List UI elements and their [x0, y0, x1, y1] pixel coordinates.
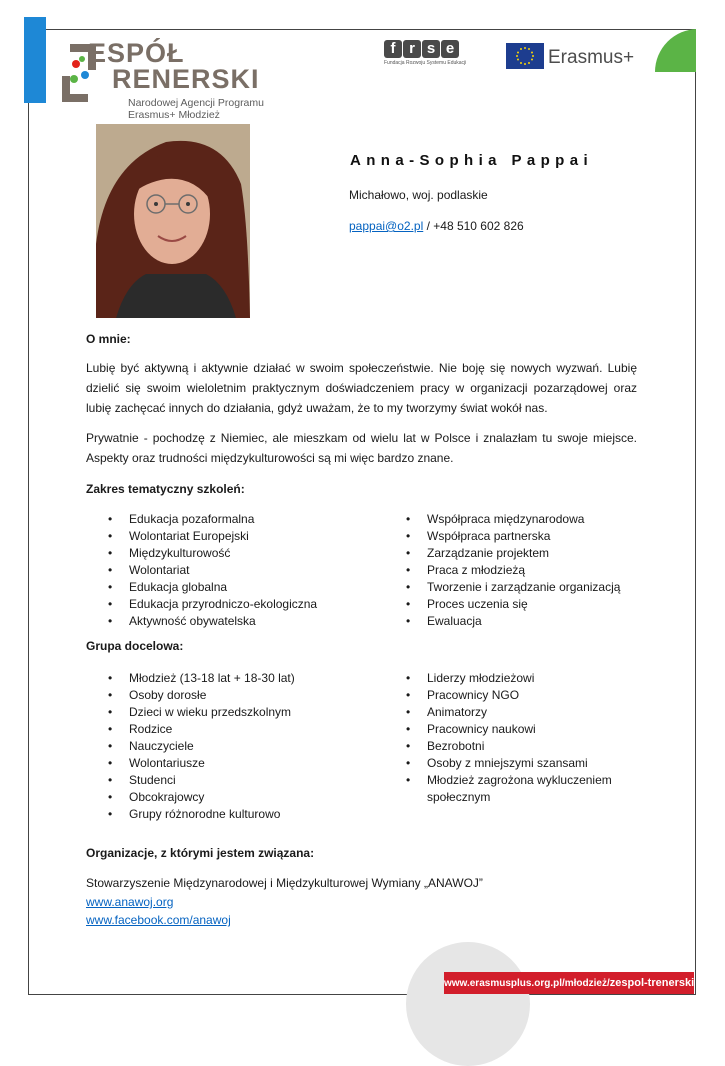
- list-item: • Edukacja przyrodniczo-ekologiczna: [108, 596, 317, 613]
- list-item: • Animatorzy: [406, 704, 636, 721]
- contact-line: [349, 219, 524, 233]
- list-item: • Wolontariat Europejski: [108, 528, 317, 545]
- frse-letter: f: [384, 40, 402, 58]
- topics-list-right: [406, 511, 620, 630]
- list-item: • Grupy różnorodne kulturowo: [108, 806, 295, 823]
- list-item: • Osoby dorosłe: [108, 687, 295, 704]
- about-heading: O mnie:: [86, 332, 131, 346]
- footer-url-suffix: zespol-trenerski: [609, 977, 695, 989]
- topics-list-left: [108, 511, 317, 630]
- blue-accent-bar: [24, 17, 46, 103]
- list-item: • Młodzież (13-18 lat + 18-30 lat): [108, 670, 295, 687]
- list-item: • Tworzenie i zarządzanie organizacją: [406, 579, 620, 596]
- frse-logo: [384, 40, 468, 70]
- logo-subtitle: [128, 97, 264, 121]
- logo-subtitle-line-1: Narodowej Agencji Programu: [128, 97, 264, 109]
- list-item: • Edukacja pozaformalna: [108, 511, 317, 528]
- frse-letter: e: [441, 40, 459, 58]
- list-item: • Pracownicy NGO: [406, 687, 636, 704]
- footer-url-prefix: www.erasmusplus.org.pl/młodzież/: [444, 978, 610, 989]
- organization-link-row: [86, 910, 231, 930]
- frse-letter: r: [403, 40, 421, 58]
- list-item: • Praca z młodzieżą: [406, 562, 620, 579]
- organizations-heading: Organizacje, z którymi jestem związana:: [86, 846, 315, 860]
- logo-subtitle-line-2: Erasmus+ Młodzież: [128, 109, 220, 121]
- list-item: • Współpraca międzynarodowa: [406, 511, 620, 528]
- profile-photo: [96, 124, 250, 318]
- list-item: • Aktywność obywatelska: [108, 613, 317, 630]
- list-item: • Współpraca partnerska: [406, 528, 620, 545]
- contact-separator: /: [423, 219, 434, 233]
- anawoj-facebook-link[interactable]: www.facebook.com/anawoj: [86, 913, 231, 927]
- list-item: • Proces uczenia się: [406, 596, 620, 613]
- list-item: • Dzieci w wieku przedszkolnym: [108, 704, 295, 721]
- target-list-right: [406, 670, 636, 806]
- list-item: • Zarządzanie projektem: [406, 545, 620, 562]
- frse-letter: s: [422, 40, 440, 58]
- zespol-trenerski-logo: [60, 38, 290, 121]
- organization-link-row: [86, 892, 173, 912]
- list-item: • Liderzy młodzieżowi: [406, 670, 636, 687]
- list-item: • Nauczyciele: [108, 738, 295, 755]
- list-item: • Edukacja globalna: [108, 579, 317, 596]
- topics-heading: Zakres tematyczny szkoleń:: [86, 482, 245, 496]
- list-item: • Młodzież zagrożona wykluczeniem społecznym: [406, 772, 636, 806]
- green-corner-decoration: [655, 29, 696, 72]
- eu-flag-icon: [506, 43, 544, 69]
- organization-name: Stowarzyszenie Międzynarodowej i Międzykulturowej Wymiany „ANAWOJ”: [86, 876, 483, 890]
- person-location: Michałowo, woj. podlaskie: [349, 188, 488, 202]
- target-heading: Grupa docelowa:: [86, 639, 184, 653]
- logo-title-line-1: ESPÓŁ: [88, 38, 185, 68]
- list-item: • Międzykulturowość: [108, 545, 317, 562]
- logo-title-line-2: RENERSKI: [112, 64, 260, 94]
- email-link[interactable]: pappai@o2.pl: [349, 219, 424, 233]
- erasmus-plus-logo-text: Erasmus+: [548, 47, 635, 68]
- list-item: • Obcokrajowcy: [108, 789, 295, 806]
- list-item: • Bezrobotni: [406, 738, 636, 755]
- list-item: • Pracownicy naukowi: [406, 721, 636, 738]
- grey-circle-decoration: [406, 942, 530, 1066]
- phone-number: +48 510 602 826: [433, 219, 524, 233]
- target-list-left: [108, 670, 295, 823]
- list-item: • Osoby z mniejszymi szansami: [406, 755, 636, 772]
- footer-url-banner[interactable]: [444, 972, 694, 994]
- list-item: • Wolontariusze: [108, 755, 295, 772]
- anawoj-website-link[interactable]: www.anawoj.org: [86, 895, 174, 909]
- list-item: • Ewaluacja: [406, 613, 620, 630]
- list-item: • Studenci: [108, 772, 295, 789]
- about-paragraph-2: Prywatnie - pochodzę z Niemiec, ale mieszkam od wielu lat w Polsce i znalazłam tu swoje miejsce. Aspekty oraz trudności międzykulturowości są mi więc bardzo znane.: [86, 431, 637, 465]
- frse-subtitle: Fundacja Rozwoju Systemu Edukacji: [384, 60, 467, 66]
- list-item: • Wolontariat: [108, 562, 317, 579]
- list-item: • Rodzice: [108, 721, 295, 738]
- person-name: Anna-Sophia Pappai: [350, 152, 594, 169]
- about-paragraph-1: Lubię być aktywną i aktywnie działać w swoim społeczeństwie. Nie boję się nowych wyzwań. Lubię dzielić się swoim wieloletnim praktycznym doświadczeniem pracy w organizacji pozarządowej oraz lubię zachęcać innych do działania, gdyż uważam, że to my tworzymy świat wokół nas.: [86, 361, 637, 415]
